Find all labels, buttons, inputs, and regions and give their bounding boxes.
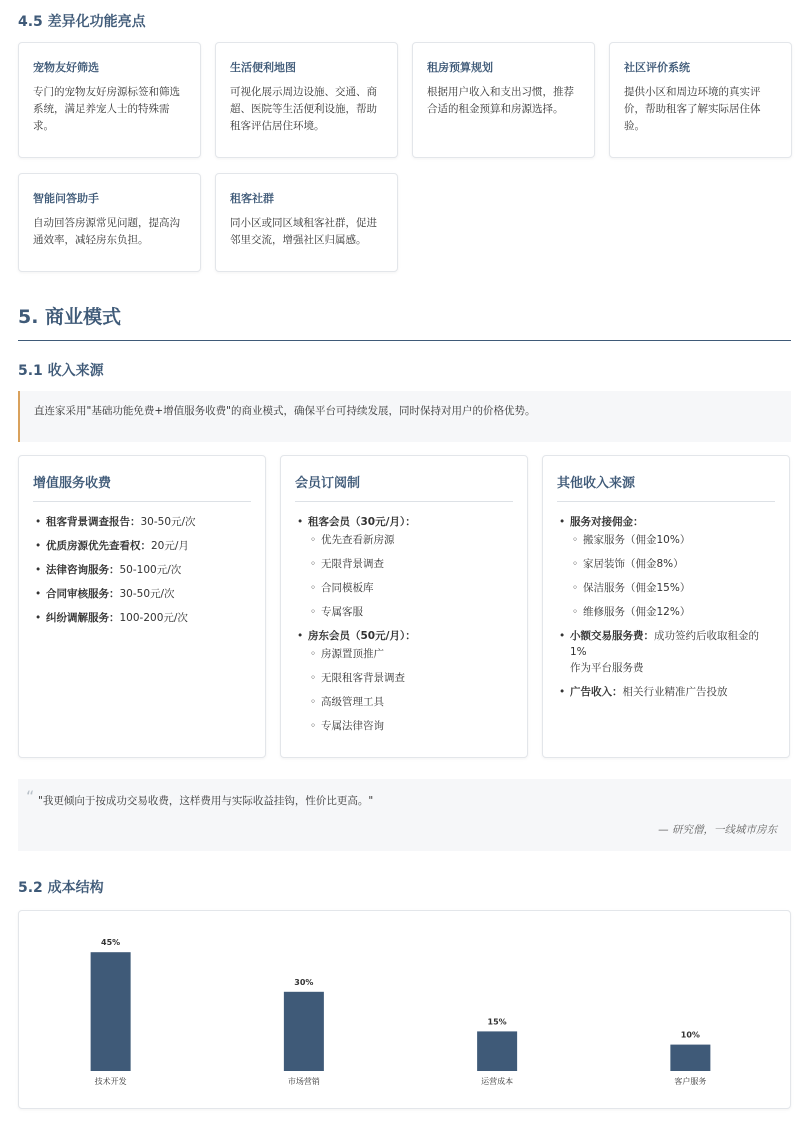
desc-line: 根据用户收入和支出习惯，推荐 — [427, 86, 574, 98]
category-label-2: 运营成本 — [481, 1077, 514, 1086]
desc-line: 系统，满足养宠人士的特殊需 — [33, 103, 170, 115]
item-label: 优质房源优先查看权： — [46, 540, 151, 552]
membership-card — [280, 455, 528, 758]
sub-list-item: ◦ 专属法律咨询 — [308, 718, 513, 734]
other-revenue-card — [542, 455, 790, 758]
list-item — [33, 586, 251, 602]
item-label: 房东会员（50元/月）： — [308, 630, 416, 642]
list-item — [33, 538, 251, 554]
sub-list — [308, 532, 513, 620]
desc-line: 通效率，减轻房东负担。 — [33, 234, 149, 246]
feature-card-life-map — [215, 42, 398, 158]
card-title: 增值服务收费 — [33, 472, 251, 502]
feature-card-community-review — [609, 42, 792, 158]
item-value: 30-50元/次 — [119, 588, 175, 600]
feature-card-title: 租房预算规划 — [427, 61, 493, 74]
list-item — [557, 628, 775, 676]
sub-list-item: ◦ 搬家服务（佣金10%） — [570, 532, 775, 548]
sub-list-item: ◦ 保洁服务（佣金15%） — [570, 580, 775, 596]
item-label: 服务对接佣金： — [570, 516, 644, 528]
section-5-2-heading: 5.2 成本结构 — [18, 880, 104, 896]
sub-list — [570, 532, 775, 620]
bar-value-label-2: 15% — [487, 1017, 507, 1027]
feature-card-desc — [230, 84, 383, 135]
item-value: 成功签约后收取租金的1% — [570, 630, 759, 658]
list-item — [557, 684, 775, 700]
item-value: 50-100元/次 — [119, 564, 182, 576]
item-label: 纠纷调解服务： — [46, 612, 120, 624]
feature-card-desc — [33, 215, 186, 249]
cost-structure-chart — [18, 910, 791, 1109]
list-item — [33, 562, 251, 578]
desc-line: 可视化展示周边设施、交通、商 — [230, 86, 377, 98]
list-item — [295, 628, 513, 734]
feature-card-title: 智能问答助手 — [33, 192, 99, 205]
business-model-callout: 直连家采用"基础功能免费+增值服务收费"的商业模式，确保平台可持续发展，同时保持对用户的价格优势。 — [18, 391, 791, 442]
bar-value-label-0: 45% — [101, 938, 121, 948]
card-title: 其他收入来源 — [557, 472, 775, 502]
value-added-services-card — [18, 455, 266, 758]
list-item — [33, 514, 251, 530]
sub-list-item: ◦ 合同模板库 — [308, 580, 513, 596]
item-value: 相关行业精准广告投放 — [622, 686, 728, 698]
bar-value-label-3: 10% — [680, 1030, 700, 1040]
landlord-quote — [18, 779, 791, 851]
list-item — [295, 514, 513, 620]
item-label: 法律咨询服务： — [46, 564, 120, 576]
card-title: 会员订阅制 — [295, 472, 513, 502]
cost-structure-svg — [19, 911, 792, 1110]
feature-card-desc — [624, 84, 777, 135]
feature-card-tenant-community — [215, 173, 398, 272]
value-added-list — [33, 514, 251, 626]
desc-line: 价，帮助租客了解实际居住体 — [624, 103, 761, 115]
sub-list-item: ◦ 优先查看新房源 — [308, 532, 513, 548]
feature-card-title: 租客社群 — [230, 192, 274, 205]
item-label: 广告收入： — [570, 686, 623, 698]
sub-list-item: ◦ 无限租客背景调查 — [308, 670, 513, 686]
feature-card-desc — [230, 215, 383, 249]
category-label-3: 客户服务 — [674, 1077, 707, 1086]
sub-list-item: ◦ 高级管理工具 — [308, 694, 513, 710]
desc-line: 求。 — [33, 120, 54, 132]
feature-card-qa-assistant — [18, 173, 201, 272]
feature-card-desc — [33, 84, 186, 135]
feature-cards-grid — [18, 42, 791, 272]
feature-card-pet-friendly — [18, 42, 201, 158]
item-label: 小额交易服务费： — [570, 630, 654, 642]
item-label: 租客会员（30元/月）： — [308, 516, 416, 528]
bar-2 — [477, 1031, 517, 1071]
sub-list — [308, 646, 513, 734]
category-label-0: 技术开发 — [94, 1077, 127, 1086]
item-label: 租客背景调查报告： — [46, 516, 141, 528]
sub-list-item: ◦ 维修服务（佣金12%） — [570, 604, 775, 620]
membership-list — [295, 514, 513, 734]
feature-card-budget — [412, 42, 595, 158]
other-revenue-list — [557, 514, 775, 700]
bar-0 — [91, 952, 131, 1071]
item-label: 合同审核服务： — [46, 588, 120, 600]
feature-card-desc — [427, 84, 580, 118]
feature-card-title: 生活便利地图 — [230, 61, 296, 74]
list-item — [33, 610, 251, 626]
quote-attribution: — 研究僧，一线城市房东 — [658, 824, 777, 836]
desc-line: 专门的宠物友好房源标签和筛选 — [33, 86, 180, 98]
item-value: 30-50元/次 — [140, 516, 196, 528]
desc-line: 自动回答房源常见问题，提高沟 — [33, 217, 180, 229]
desc-line: 合适的租金预算和房源选择。 — [427, 103, 564, 115]
sub-list-item: ◦ 专属客服 — [308, 604, 513, 620]
desc-line: 租客评估居住环境。 — [230, 120, 325, 132]
desc-line: 验。 — [624, 120, 645, 132]
list-item — [557, 514, 775, 620]
bar-value-label-1: 30% — [294, 977, 314, 987]
item-value: 100-200元/次 — [119, 612, 188, 624]
bar-3 — [670, 1045, 710, 1071]
feature-card-title: 社区评价系统 — [624, 61, 690, 74]
bar-1 — [284, 992, 324, 1071]
section-5-1-heading: 5.1 收入来源 — [18, 363, 104, 379]
sub-list-item: ◦ 无限背景调查 — [308, 556, 513, 572]
desc-line: 同小区或同区域租客社群，促进 — [230, 217, 377, 229]
category-label-1: 市场营销 — [287, 1077, 320, 1086]
quote-mark-icon: “ — [26, 787, 35, 806]
item-value: 20元/月 — [151, 540, 189, 552]
section-4-5-heading: 4.5 差异化功能亮点 — [18, 14, 146, 30]
desc-line: 超、医院等生活便利设施，帮助 — [230, 103, 377, 115]
item-value: 作为平台服务费 — [570, 662, 644, 674]
feature-card-title: 宠物友好筛选 — [33, 61, 99, 74]
quote-text: "我更倾向于按成功交易收费，这样费用与实际收益挂钩，性价比更高。" — [38, 795, 374, 807]
desc-line: 提供小区和周边环境的真实评 — [624, 86, 761, 98]
section-5-heading: 5. 商业模式 — [18, 302, 791, 341]
sub-list-item: ◦ 房源置顶推广 — [308, 646, 513, 662]
sub-list-item: ◦ 家居装饰（佣金8%） — [570, 556, 775, 572]
desc-line: 邻里交流，增强社区归属感。 — [230, 234, 367, 246]
